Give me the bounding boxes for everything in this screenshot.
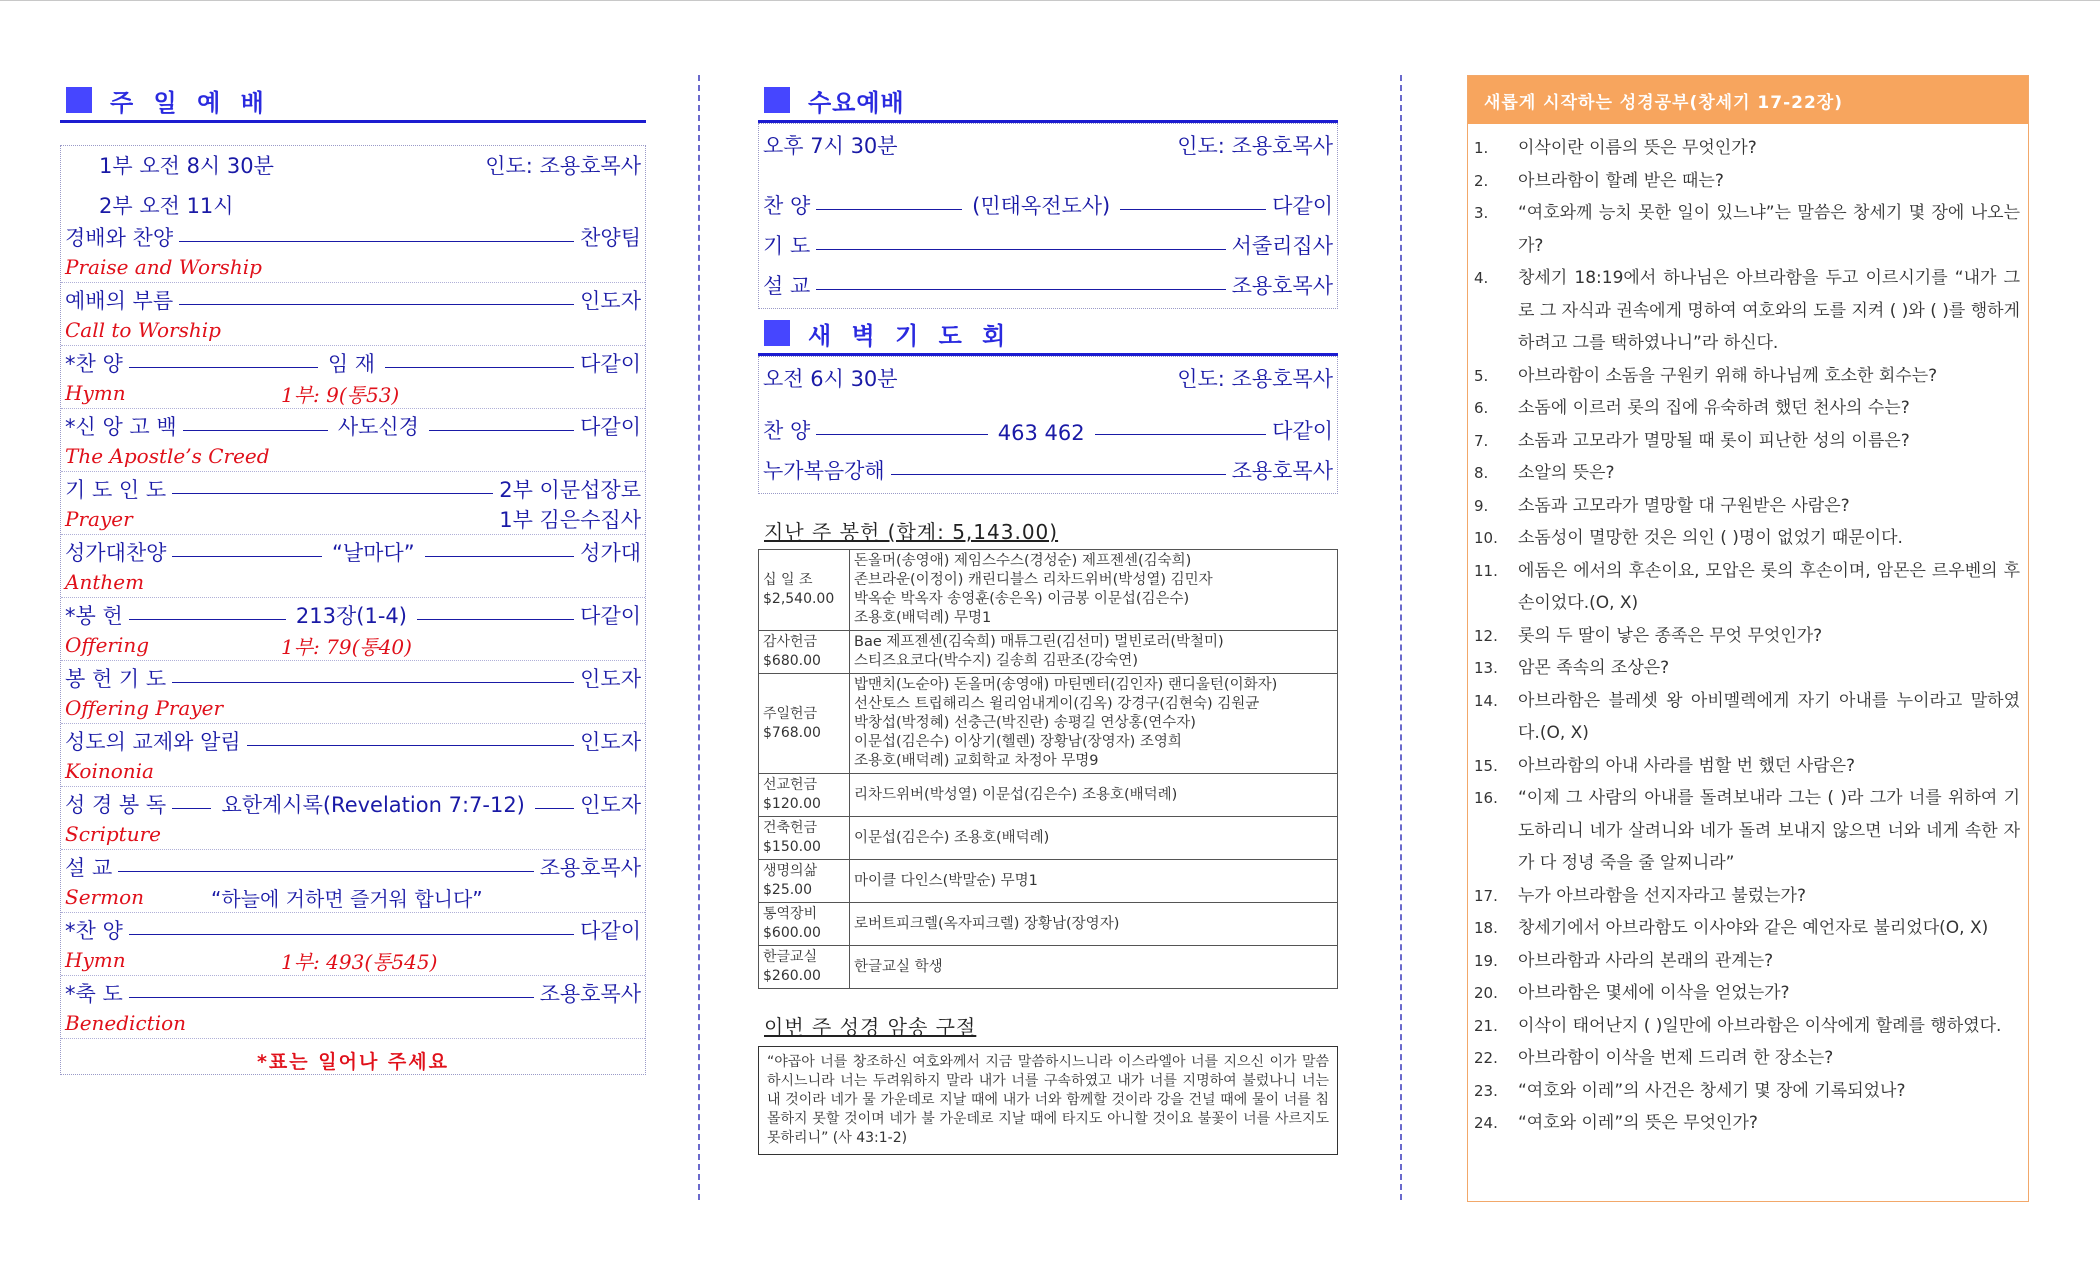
question-text: 소돔에 이르러 롯의 집에 유숙하려 했던 천사의 수는? bbox=[1518, 398, 1910, 418]
donor-line: 로버트피크렐(옥자피크렐) 장황남(장영자) bbox=[854, 915, 1120, 932]
english-label: Benediction bbox=[65, 1011, 187, 1035]
offering-title: 지난 주 봉헌 (합계: 5,143.00) bbox=[764, 520, 1059, 544]
order-row bbox=[61, 661, 645, 693]
question-number: 11. bbox=[1474, 561, 1498, 580]
question-item bbox=[1474, 1107, 2020, 1140]
leader-line bbox=[816, 434, 988, 435]
question-number: 13. bbox=[1474, 659, 1498, 677]
question-item bbox=[1474, 197, 2020, 262]
english-label: Call to Worship bbox=[65, 318, 221, 342]
order-item-leader: 조용호목사 bbox=[539, 856, 641, 880]
question-text: 아브라함이 할례 받은 때는? bbox=[1518, 170, 1724, 191]
order-item-label: *찬 양 bbox=[65, 919, 123, 943]
order-item-english bbox=[61, 756, 645, 786]
question-number: 7. bbox=[1474, 431, 1489, 450]
question-item bbox=[1474, 425, 2020, 458]
donor-line: 조용호(배덕례) 무명1 bbox=[854, 610, 992, 626]
wednesday-order bbox=[758, 123, 1338, 309]
question-text: 아브라함이 이삭을 번제 드리려 한 장소는? bbox=[1518, 1048, 1834, 1068]
question-number: 5. bbox=[1474, 366, 1489, 385]
donor-line: 돈올머(송영애) 제임스수스(경성순) 제프젠센(김숙희) bbox=[854, 553, 1192, 569]
offering-names bbox=[850, 631, 1338, 674]
order-item-english bbox=[61, 252, 645, 282]
offering-names bbox=[850, 550, 1338, 631]
leader-line bbox=[816, 249, 1225, 250]
category-amount: $150.00 bbox=[763, 839, 821, 855]
order-item-detail: “날마다” bbox=[331, 541, 415, 565]
square-bullet-icon bbox=[764, 87, 790, 113]
question-item bbox=[1474, 262, 2020, 360]
donor-line: 이문섭(김은수) 조용호(배덕례) bbox=[854, 829, 1050, 846]
order-row bbox=[759, 445, 1337, 485]
order-item-label: *봉 헌 bbox=[65, 604, 123, 628]
dawn-time: 오전 6시 30분 bbox=[763, 367, 898, 391]
order-row bbox=[61, 976, 645, 1008]
leader-line bbox=[417, 619, 574, 620]
offering-names bbox=[850, 774, 1338, 817]
question-list bbox=[1468, 124, 2028, 1140]
offering-row bbox=[759, 860, 1338, 903]
question-text: 아브라함과 사라의 본래의 관계는? bbox=[1518, 950, 1774, 971]
english-label: Koinonia bbox=[65, 759, 154, 783]
question-text: 소돔과 고모라가 멸망될 때 롯이 피난한 성의 이름은? bbox=[1518, 430, 1910, 451]
order-item-english bbox=[61, 378, 645, 408]
question-item bbox=[1474, 1075, 2020, 1108]
offering-row bbox=[759, 946, 1338, 989]
order-item-label: *축 도 bbox=[65, 982, 123, 1006]
leader-line bbox=[385, 367, 574, 368]
order-item-english bbox=[61, 819, 645, 849]
english-label: Scripture bbox=[65, 822, 161, 846]
offering-names bbox=[850, 817, 1338, 860]
leader-line bbox=[816, 209, 962, 210]
category-amount: $2,540.00 bbox=[763, 591, 835, 607]
category-name: 감사헌금 bbox=[763, 634, 818, 650]
order-item-english bbox=[61, 567, 645, 597]
question-item bbox=[1474, 652, 2020, 685]
order-item-english bbox=[61, 504, 645, 534]
dawn-title: 새 벽 기 도 회 bbox=[808, 321, 1012, 350]
question-number: 23. bbox=[1474, 1081, 1498, 1100]
question-number: 8. bbox=[1474, 464, 1489, 482]
order-item-leader: 다같이 bbox=[580, 919, 641, 943]
service-time-2 bbox=[61, 180, 645, 220]
dawn-order bbox=[758, 356, 1338, 494]
question-number: 6. bbox=[1474, 399, 1489, 417]
question-text: 이삭이란 이름의 뜻은 무엇인가? bbox=[1518, 138, 1757, 158]
leader-line bbox=[172, 556, 322, 557]
leader-line bbox=[179, 241, 574, 242]
wednesday-header bbox=[758, 80, 1338, 123]
category-amount: $25.00 bbox=[763, 882, 812, 898]
order-item-leader: 서줄리집사 bbox=[1231, 234, 1333, 258]
order-row bbox=[61, 283, 645, 315]
order-item-leader: 조용호목사 bbox=[1231, 459, 1333, 483]
order-row bbox=[61, 598, 645, 630]
question-number: 19. bbox=[1474, 951, 1498, 970]
question-item bbox=[1474, 1010, 2020, 1043]
question-text: 소돔과 고모라가 멸망할 대 구원받은 사람은? bbox=[1518, 495, 1850, 516]
donor-line: 스티즈요코다(박수지) 길송희 김판조(강숙연) bbox=[854, 653, 1138, 669]
order-item-detail: 임 재 bbox=[327, 352, 376, 376]
order-item-label: 예배의 부름 bbox=[65, 289, 174, 313]
question-text: 소돔성이 멸망한 것은 의인 ( )명이 없었기 때문이다. bbox=[1518, 528, 1903, 548]
question-number: 24. bbox=[1474, 1114, 1498, 1132]
leader-line bbox=[129, 934, 574, 935]
question-item bbox=[1474, 880, 2020, 913]
order-item-label: 기 도 bbox=[763, 234, 811, 258]
order-item-leader: 인도자 bbox=[580, 730, 641, 754]
offering-category bbox=[759, 550, 850, 631]
order-item-english bbox=[61, 630, 645, 660]
leader-line bbox=[172, 682, 574, 683]
bible-study-box bbox=[1467, 75, 2029, 1202]
category-amount: $120.00 bbox=[763, 796, 821, 812]
question-item bbox=[1474, 360, 2020, 393]
leader-line bbox=[129, 997, 534, 998]
question-number: 22. bbox=[1474, 1049, 1498, 1067]
sunday-title: 주 일 예 배 bbox=[110, 88, 270, 117]
question-item bbox=[1474, 165, 2020, 198]
question-text: 에돔은 에서의 후손이요, 모압은 롯의 후손이며, 암몬은 르우벤의 후손이었다.(O, X) bbox=[1518, 560, 2020, 613]
service-time-1 bbox=[61, 146, 645, 180]
english-detail: “하늘에 거하면 즐거워 합니다” bbox=[211, 886, 483, 911]
english-label: Sermon bbox=[65, 885, 144, 909]
question-text: “여호와 이레”의 사건은 창세기 몇 장에 기록되었나? bbox=[1518, 1080, 1906, 1101]
offering-names bbox=[850, 860, 1338, 903]
memory-verse-title: 이번 주 성경 암송 구절 bbox=[764, 1015, 977, 1039]
english-label: Anthem bbox=[65, 570, 145, 594]
leader-line bbox=[129, 619, 286, 620]
order-row bbox=[759, 180, 1337, 220]
order-row bbox=[759, 405, 1337, 445]
dawn-leader: 인도: 조용호목사 bbox=[1177, 367, 1333, 391]
offering-category bbox=[759, 860, 850, 903]
order-item-detail: 463 462 bbox=[997, 421, 1085, 445]
english-label: Hymn bbox=[65, 948, 126, 972]
leader-line bbox=[429, 430, 574, 431]
offering-names bbox=[850, 903, 1338, 946]
offering-row bbox=[759, 817, 1338, 860]
offering-row bbox=[759, 631, 1338, 674]
question-text: 소알의 뜻은? bbox=[1518, 463, 1615, 483]
question-item bbox=[1474, 620, 2020, 653]
question-number: 2. bbox=[1474, 171, 1489, 190]
offering-section bbox=[758, 516, 1338, 989]
leader-line bbox=[179, 304, 574, 305]
order-item-leader: 다같이 bbox=[1272, 194, 1333, 218]
question-text: 아브라함의 아내 사라를 범할 번 했던 사람은? bbox=[1518, 755, 1856, 776]
leader-line bbox=[247, 745, 575, 746]
wednesday-leader: 인도: 조용호목사 bbox=[1177, 134, 1333, 158]
order-item-leader: 인도자 bbox=[580, 289, 641, 313]
stand-note: *표는 일어나 주세요 bbox=[257, 1051, 449, 1073]
offering-category bbox=[759, 674, 850, 774]
order-item-label: 성 경 봉 독 bbox=[65, 793, 167, 817]
category-name: 십 일 조 bbox=[763, 572, 813, 588]
order-item-leader: 다같이 bbox=[580, 415, 641, 439]
leader-line bbox=[1120, 209, 1266, 210]
question-number: 21. bbox=[1474, 1016, 1498, 1035]
order-item-english bbox=[61, 693, 645, 723]
order-item-label: *찬 양 bbox=[65, 352, 123, 376]
offering-category bbox=[759, 946, 850, 989]
donor-line: 마이클 다인스(박말순) 무명1 bbox=[854, 872, 1038, 889]
question-text: 창세기 18:19에서 하나님은 아브라함을 두고 이르시기를 “내가 그로 그 자식과 권속에게 명하여 여호와의 도를 지켜 ( )와 ( )를 행하게 하려고 그를 택하였나니”라 하신다. bbox=[1518, 268, 2020, 353]
order-row bbox=[61, 535, 645, 567]
column-divider-left bbox=[698, 75, 700, 1200]
order-item-english bbox=[61, 1008, 645, 1038]
time-2: 2부 오전 11시 bbox=[99, 194, 234, 218]
leader-line bbox=[425, 556, 575, 557]
donor-line: 존브라운(이정이) 캐린디블스 리차드위버(박성열) 김민자 bbox=[854, 572, 1213, 588]
question-number: 12. bbox=[1474, 626, 1498, 645]
english-label: Hymn bbox=[65, 381, 126, 405]
category-amount: $680.00 bbox=[763, 653, 821, 669]
question-item bbox=[1474, 685, 2020, 750]
question-number: 17. bbox=[1474, 886, 1498, 905]
leader: 인도: 조용호목사 bbox=[485, 154, 641, 178]
question-number: 20. bbox=[1474, 984, 1498, 1002]
category-name: 통역장비 bbox=[763, 906, 818, 922]
order-item-leader: 다같이 bbox=[580, 352, 642, 376]
donor-line: 선산토스 트립해리스 윌리엄내게이(김옥) 강경구(김현숙) 김원균 bbox=[854, 696, 1260, 712]
question-number: 1. bbox=[1474, 139, 1489, 157]
question-text: 창세기에서 아브라함도 이사야와 같은 예언자로 불리었다(O, X) bbox=[1518, 918, 1989, 938]
bible-study-title: 새롭게 시작하는 성경공부(창세기 17-22장) bbox=[1468, 76, 2028, 124]
english-label: The Apostle’s Creed bbox=[65, 444, 270, 468]
question-number: 16. bbox=[1474, 789, 1498, 807]
order-item-leader: 2부 이문섭장로 bbox=[499, 478, 641, 502]
order-item-label: 경배와 찬양 bbox=[65, 226, 174, 250]
category-name: 선교헌금 bbox=[763, 777, 818, 793]
english-label: Offering bbox=[65, 633, 150, 657]
order-row bbox=[759, 220, 1337, 260]
leader-line bbox=[172, 493, 493, 494]
order-item-english bbox=[61, 882, 645, 912]
sunday-worship-section bbox=[60, 80, 646, 1075]
order-item-english bbox=[61, 315, 645, 345]
order-item-leader: 다같이 bbox=[580, 604, 642, 628]
order-row bbox=[61, 787, 645, 819]
sunday-header bbox=[60, 80, 646, 123]
question-text: 아브라함이 소돔을 구원키 위해 하나님께 호소한 회수는? bbox=[1518, 365, 1938, 386]
sunday-order bbox=[60, 145, 646, 1075]
question-text: “이제 그 사람의 아내를 돌려보내라 그는 ( )라 그가 너를 위하여 기도하리니 네가 살려니와 네가 돌려 보내지 않으면 너와 네게 속한 자가 다 정녕 죽을 줄 알찌니라” bbox=[1518, 788, 2020, 873]
english-right: 1부 김은수집사 bbox=[499, 508, 641, 532]
offering-table bbox=[758, 549, 1338, 989]
offering-row bbox=[759, 674, 1338, 774]
category-amount: $600.00 bbox=[763, 925, 821, 941]
english-label: Offering Prayer bbox=[65, 696, 224, 720]
wednesday-time-row bbox=[759, 124, 1337, 160]
offering-names bbox=[850, 946, 1338, 989]
question-item bbox=[1474, 912, 2020, 945]
category-amount: $260.00 bbox=[763, 968, 821, 984]
square-bullet-icon bbox=[764, 320, 790, 346]
order-item-leader: 다같이 bbox=[1272, 419, 1334, 443]
question-item bbox=[1474, 750, 2020, 783]
wednesday-title: 수요예배 bbox=[808, 88, 905, 117]
donor-line: Bae 제프젠센(김숙희) 매튜그린(김선미) 멀빈로러(박철미) bbox=[854, 634, 1224, 650]
offering-row bbox=[759, 550, 1338, 631]
category-name: 주일헌금 bbox=[763, 705, 818, 722]
order-item-label: 누가복음강해 bbox=[763, 459, 885, 483]
order-item-detail: 213장(1-4) bbox=[295, 604, 407, 628]
question-item bbox=[1474, 490, 2020, 523]
question-text: “여호와 이레”의 뜻은 무엇인가? bbox=[1518, 1113, 1758, 1133]
order-row bbox=[61, 913, 645, 945]
order-item-detail: 사도신경 bbox=[337, 415, 419, 439]
leader-line bbox=[118, 871, 533, 872]
category-name: 건축헌금 bbox=[763, 820, 818, 836]
top-border bbox=[0, 0, 2100, 1]
order-row bbox=[61, 472, 645, 504]
offering-row bbox=[759, 774, 1338, 817]
order-item-label: 기 도 인 도 bbox=[65, 478, 167, 502]
order-item-label: 찬 양 bbox=[763, 419, 811, 443]
order-item-leader: 인도자 bbox=[580, 667, 641, 691]
question-number: 14. bbox=[1474, 691, 1498, 710]
offering-names bbox=[850, 674, 1338, 774]
question-item bbox=[1474, 522, 2020, 555]
donor-line: 조용호(배덕례) 교회학교 차정아 무명9 bbox=[854, 753, 1099, 769]
question-item bbox=[1474, 457, 2020, 490]
offering-row bbox=[759, 903, 1338, 946]
question-text: 아브라함은 몇세에 이삭을 얻었는가? bbox=[1518, 983, 1790, 1003]
memory-verse-text: “야곱아 너를 창조하신 여호와께서 지금 말씀하시느니라 이스라엘아 너를 지으신 이가 말씀하시느니라 너는 두려워하지 말라 내가 너를 구속하였고 내가 너를 지명하여 불렀나니 너는 내 것이라 네가 물 가운데로 지날 때에 내가 너와 함께할 것이라 강을 건널 때에 물이 너를 침몰하지 못할 것이며 네가 불 가운데로 지날 때에 타지도 아니할 것이요 불꽃이 너를 사르지도 못하리니” (사 43:1-2) bbox=[758, 1046, 1338, 1155]
english-label: Prayer bbox=[65, 507, 133, 531]
question-text: 아브라함은 블레셋 왕 아비멜렉에게 자기 아내를 누이라고 말하였다.(O, X) bbox=[1518, 690, 2020, 743]
order-item-leader: 조용호목사 bbox=[539, 982, 641, 1006]
donor-line: 밥맨치(노순아) 돈올머(송영애) 마틴멘터(김인자) 랜디울턴(이화자) bbox=[854, 677, 1278, 693]
question-number: 4. bbox=[1474, 269, 1489, 287]
order-item-label: 설 교 bbox=[65, 856, 113, 880]
question-text: 이삭이 태어난지 ( )일만에 아브라함은 이삭에게 할례를 행하였다. bbox=[1518, 1015, 2002, 1036]
leader-line bbox=[183, 430, 328, 431]
donor-line: 한글교실 학생 bbox=[854, 958, 943, 975]
question-item bbox=[1474, 782, 2020, 880]
leader-line bbox=[535, 808, 574, 809]
order-item-leader: 인도자 bbox=[580, 793, 641, 817]
question-text: “여호와께 능치 못한 일이 있느냐”는 말씀은 창세기 몇 장에 나오는가? bbox=[1518, 203, 2020, 256]
question-item bbox=[1474, 977, 2020, 1010]
order-item-leader: 성가대 bbox=[580, 541, 642, 565]
donor-line: 박옥순 박옥자 송영훈(송은옥) 이금봉 이문섭(김은수) bbox=[854, 591, 1190, 607]
question-item bbox=[1474, 392, 2020, 425]
category-name: 생명의삶 bbox=[763, 863, 818, 879]
offering-category bbox=[759, 817, 850, 860]
order-item-label: 성가대찬양 bbox=[65, 541, 167, 565]
offering-category bbox=[759, 631, 850, 674]
square-bullet-icon bbox=[66, 87, 92, 113]
question-item bbox=[1474, 555, 2020, 620]
column-divider-right bbox=[1400, 75, 1402, 1200]
category-name: 한글교실 bbox=[763, 949, 818, 965]
order-item-label: 설 교 bbox=[763, 274, 811, 298]
leader-line bbox=[1095, 434, 1267, 435]
order-item-label: 성도의 교제와 알림 bbox=[65, 730, 241, 754]
order-row bbox=[759, 260, 1337, 300]
english-label: Praise and Worship bbox=[65, 255, 262, 279]
offering-category bbox=[759, 903, 850, 946]
order-item-english bbox=[61, 441, 645, 471]
english-detail: 1부: 79(통40) bbox=[281, 634, 412, 659]
order-row bbox=[61, 220, 645, 252]
question-item bbox=[1474, 1042, 2020, 1075]
order-row bbox=[61, 724, 645, 756]
category-amount: $768.00 bbox=[763, 724, 821, 741]
donor-line: 리차드위버(박성열) 이문섭(김은수) 조용호(배덕례) bbox=[854, 786, 1178, 803]
order-item-label: *신 앙 고 백 bbox=[65, 415, 177, 439]
leader-line bbox=[172, 808, 211, 809]
question-number: 3. bbox=[1474, 204, 1489, 222]
middle-column bbox=[758, 80, 1338, 1155]
row-separator bbox=[61, 1038, 645, 1039]
order-item-detail: 요한계시록(Revelation 7:7-12) bbox=[221, 793, 525, 817]
question-item bbox=[1474, 132, 2020, 165]
memory-verse-section bbox=[758, 1011, 1338, 1155]
donor-line: 박창섭(박정혜) 선충근(박진란) 송평길 연상홍(연수자) bbox=[854, 715, 1196, 731]
leader-line bbox=[816, 289, 1225, 290]
order-row bbox=[61, 850, 645, 882]
english-detail: 1부: 493(통545) bbox=[281, 949, 438, 974]
order-item-leader: 조용호목사 bbox=[1231, 274, 1333, 298]
question-item bbox=[1474, 945, 2020, 978]
question-text: 롯의 두 딸이 낳은 종족은 무엇 무엇인가? bbox=[1518, 625, 1823, 646]
question-text: 누가 아브라함을 선지자라고 불렀는가? bbox=[1518, 885, 1806, 906]
question-number: 15. bbox=[1474, 756, 1498, 775]
leader-line bbox=[129, 367, 318, 368]
question-text: 암몬 족속의 조상은? bbox=[1518, 658, 1670, 678]
wednesday-time: 오후 7시 30분 bbox=[763, 134, 898, 158]
order-item-label: 봉 헌 기 도 bbox=[65, 667, 167, 691]
order-row bbox=[61, 346, 645, 378]
order-item-label: 찬 양 bbox=[763, 194, 811, 218]
question-number: 10. bbox=[1474, 529, 1498, 547]
leader-line bbox=[891, 474, 1226, 475]
english-detail: 1부: 9(통53) bbox=[281, 382, 400, 407]
offering-category bbox=[759, 774, 850, 817]
order-item-leader: 찬양팀 bbox=[580, 226, 641, 250]
question-number: 9. bbox=[1474, 496, 1489, 515]
question-number: 18. bbox=[1474, 919, 1498, 937]
order-item-english bbox=[61, 945, 645, 975]
order-item-detail: (민태옥전도사) bbox=[972, 194, 1111, 218]
time-1: 1부 오전 8시 30분 bbox=[99, 154, 274, 178]
order-row bbox=[61, 409, 645, 441]
dawn-time-row bbox=[759, 357, 1337, 393]
donor-line: 이문섭(김은수) 이상기(헬렌) 장황남(장영자) 조영희 bbox=[854, 734, 1182, 750]
dawn-header bbox=[758, 313, 1338, 356]
